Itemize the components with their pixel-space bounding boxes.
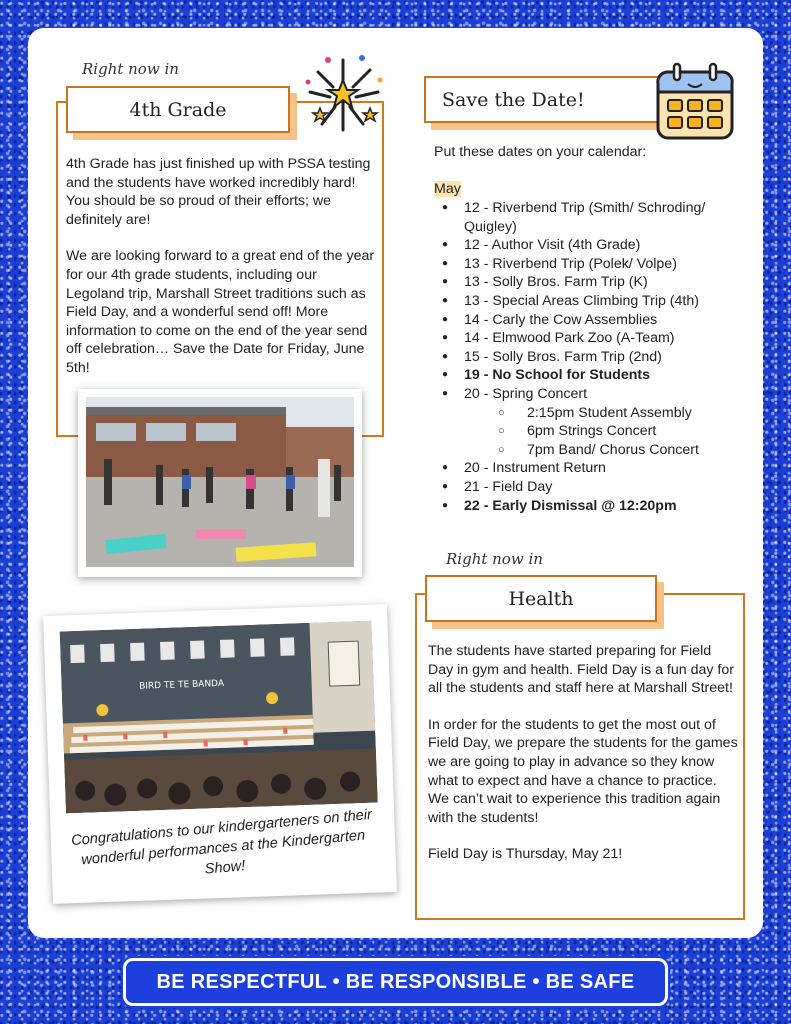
- stage-banner-text: BIRD TE TE BANDA: [138, 678, 225, 692]
- date-item: ● 14 - Carly the Cow Assemblies: [434, 311, 744, 330]
- concert-subitem: ○ 6pm Strings Concert: [494, 422, 744, 441]
- date-item: ● 13 - Solly Bros. Farm Trip (K): [434, 273, 744, 292]
- grade-title-tab: [66, 86, 290, 133]
- save-date-month: [434, 180, 461, 199]
- health-paragraph-1: The students have started preparing for Field Day in gym and health. Field Day is a fun day for all the students and staff here at Marshall Street!: [428, 643, 734, 697]
- date-item: ● 21 - Field Day: [434, 478, 744, 497]
- month-label: May: [434, 181, 461, 197]
- save-date-intro: Put these dates on your calendar:: [434, 144, 647, 160]
- kindergarten-caption: Congratulations to our kindergarteners on their wonderful performances at the Kindergarten Show!: [70, 806, 373, 878]
- fireworks-icon: [300, 52, 386, 142]
- concert-subitem: ○ 2:15pm Student Assembly: [494, 404, 744, 423]
- date-item: ● 13 - Special Areas Climbing Trip (4th): [434, 292, 744, 311]
- grade-title: 4th Grade: [129, 98, 227, 121]
- field-day-photo-frame: [78, 389, 362, 577]
- health-title-tab: [425, 575, 657, 622]
- grade-body: [66, 155, 378, 396]
- date-item-spring-concert: [434, 385, 744, 459]
- kindergarten-photo-frame: [43, 604, 397, 904]
- date-item-label: 20 - Spring Concert: [464, 385, 588, 402]
- date-item: ● 14 - Elmwood Park Zoo (A-Team): [434, 329, 744, 348]
- calendar-icon: [654, 62, 738, 142]
- grade-paragraph-1: 4th Grade has just finished up with PSSA testing and the students have worked incredibly hard! You should be so proud of their efforts; we definitely are!: [66, 156, 371, 228]
- health-paragraph-3: Field Day is Thursday, May 21!: [428, 846, 623, 863]
- dates-list: [434, 199, 744, 515]
- concert-subitem: ○ 7pm Band/ Chorus Concert: [494, 441, 744, 460]
- date-item-no-school: ● 19 - No School for Students: [434, 366, 744, 385]
- save-date-tab: [424, 76, 660, 123]
- health-paragraph-2: In order for the students to get the most out of Field Day, we prepare the students for the games we are going to play in advance so they know what to expect and have a chance to practice. We can’t wait to experience this tradition again with the students!: [428, 716, 738, 826]
- footer-motto: BE RESPECTFUL • BE RESPONSIBLE • BE SAFE: [156, 970, 635, 993]
- date-item: ● 12 - Riverbend Trip (Smith/ Schroding/ Quigley): [434, 199, 744, 236]
- date-item-early-dismissal: ● 22 - Early Dismissal @ 12:20pm: [434, 497, 744, 516]
- footer-motto-bar: [123, 958, 668, 1006]
- field-day-photo: [86, 397, 354, 567]
- date-item: ● 20 - Instrument Return: [434, 459, 744, 478]
- date-item: ● 13 - Riverbend Trip (Polek/ Volpe): [434, 255, 744, 274]
- health-title: Health: [508, 587, 574, 610]
- save-date-title: Save the Date!: [442, 88, 585, 111]
- kindergarten-photo: [60, 621, 378, 814]
- health-kicker: Right now in: [446, 550, 543, 568]
- grade-paragraph-2: We are looking forward to a great end of the year for our 4th grade students, including our Legoland trip, Marshall Street traditions such as Field Day, and a wonderful send off! More information to come on the end of the year send off celebration… Save the Date for Friday, June 5th!: [66, 248, 375, 376]
- concert-sublist: [494, 404, 744, 460]
- grade-kicker: Right now in: [82, 60, 179, 78]
- health-body: [428, 642, 738, 882]
- date-item: ● 12 - Author Visit (4th Grade): [434, 236, 744, 255]
- date-item: ● 15 - Solly Bros. Farm Trip (2nd): [434, 348, 744, 367]
